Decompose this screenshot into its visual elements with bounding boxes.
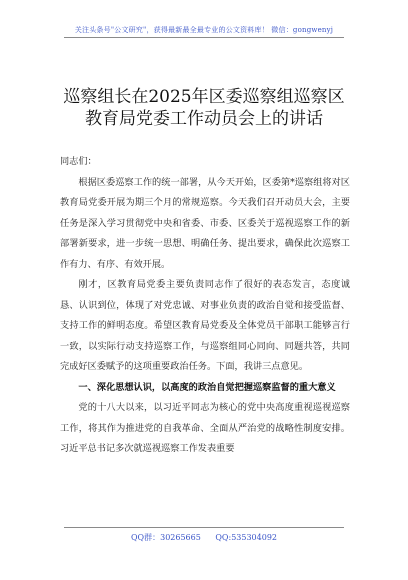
salutation: 同志们： (60, 156, 97, 167)
paragraph-1: 根据区委巡察工作的统一部署，从今天开始，区委第*巡察组将对区教育局党委开展为期三个月的常规巡察。今天我们召开动员大会，主要任务是深入学习贯彻党中央和省委、市委、区委关于巡视巡察工作的新部署新要求，进一步统一思想、明确任务、提出要求，确保此次巡察工作有力、有序、有效开展。 (60, 176, 350, 270)
header-divider (64, 37, 344, 38)
document-body (60, 152, 350, 460)
footer-contact (0, 532, 408, 543)
footer-qq-group: QQ群：30265665 (130, 533, 201, 542)
title-line-1: 巡察组长在2025年区委巡察组巡察区 (63, 87, 345, 107)
title-line-2: 教育局党委工作动员会上的讲话 (85, 109, 323, 129)
paragraph-3: 党的十八大以来，以习近平同志为核心的党中央高度重视巡视巡察工作，将其作为推进党的自我革命、全面从严治党的战略性制度安排。习近平总书记多次就巡视巡察工作发表重要 (60, 402, 350, 454)
footer-qq-number: QQ:535304092 (215, 533, 277, 542)
header-promo-text: 关注头条号"公文研究"，获得最新最全最专业的公文资料库！ 微信：gongwenyj (74, 26, 334, 34)
section-heading-1: 一、深化思想认识，以高度的政治自觉把握巡察监督的重大意义 (78, 381, 336, 393)
document-title (40, 86, 368, 130)
paragraph-2: 刚才，区教育局党委主要负责同志作了很好的表态发言，态度诚恳、认识到位，体现了对党忠诚、对事业负责的政治自觉和接受监督、支持工作的鲜明态度。希望区教育局党委及全体党员干部职工能够言行一致，以实际行动支持巡察工作，与巡察组同心同向、同题共答，共同完成好区委赋予的这项重要政治任务。下面，我讲三点意见。 (60, 279, 350, 372)
footer-divider (64, 527, 344, 528)
